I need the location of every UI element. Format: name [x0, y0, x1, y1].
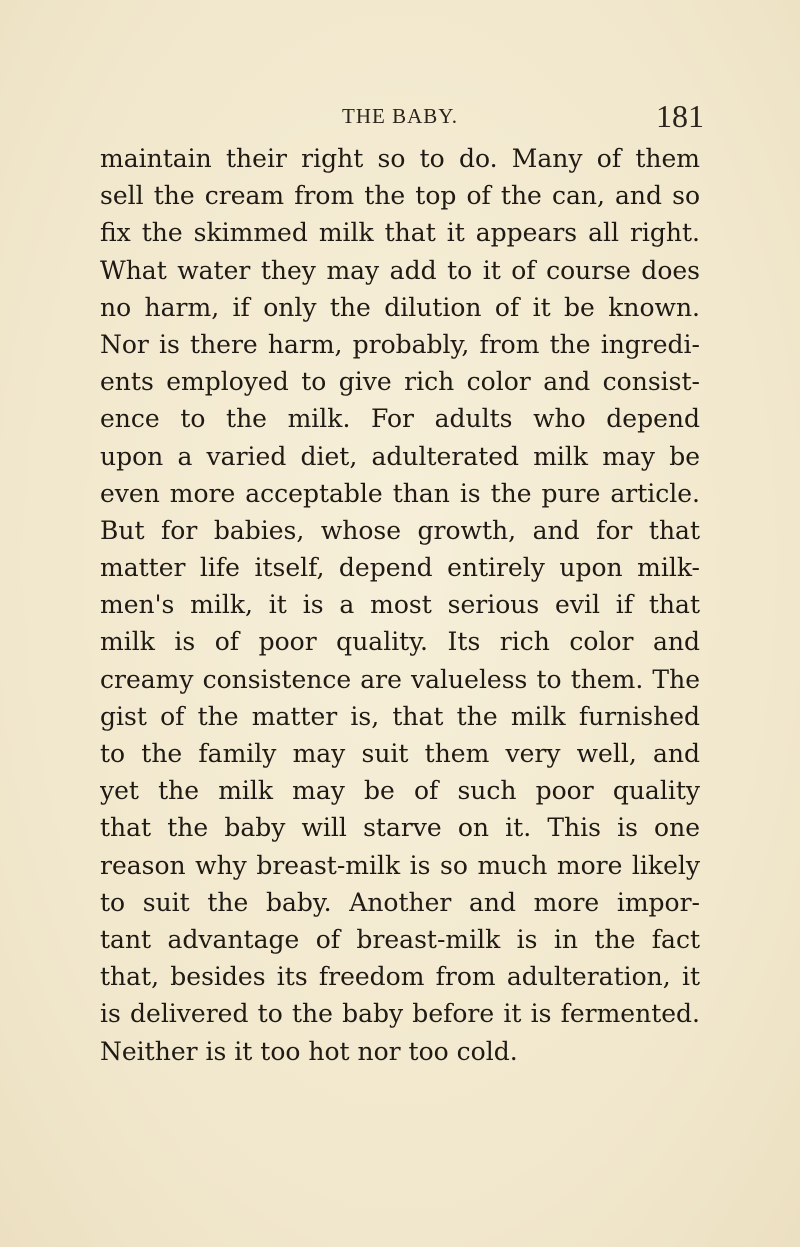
- text-line: What water they may add to it of course does: [100, 255, 700, 285]
- page-number: 181: [656, 98, 704, 134]
- text-line: tant advantage of breast-milk is in the fact: [100, 924, 700, 954]
- text-line: upon a varied diet, adulterated milk may be: [100, 441, 700, 471]
- text-line: is delivered to the baby before it is fermented.: [100, 999, 700, 1029]
- text-line: sell the cream from the top of the can, and so: [100, 181, 700, 211]
- text-line: reason why breast-milk is so much more likely: [100, 850, 700, 880]
- body-text: [100, 140, 700, 1070]
- text-line: gist of the matter is, that the milk furnished: [100, 701, 700, 731]
- text-line: Neither is it too hot nor too cold.: [100, 1036, 518, 1066]
- text-line: maintain their right so to do. Many of them: [100, 144, 700, 173]
- text-line: even more acceptable than is the pure article.: [100, 478, 700, 508]
- text-line: ence to the milk. For adults who depend: [100, 404, 700, 434]
- text-line: ents employed to give rich color and consist-: [100, 367, 700, 397]
- text-line: milk is of poor quality. Its rich color and: [100, 627, 700, 657]
- text-line: that, besides its freedom from adulteration, it: [100, 962, 700, 992]
- text-line: Nor is there harm, probably, from the ingredi-: [100, 329, 700, 359]
- text-line: that the baby will starve on it. This is one: [100, 813, 700, 843]
- text-line: men's milk, it is a most serious evil if that: [100, 590, 700, 620]
- text-line: no harm, if only the dilution of it be known.: [100, 292, 700, 322]
- text-line: creamy consistence are valueless to them. The: [100, 664, 700, 694]
- running-head: [0, 98, 800, 138]
- text-line: to the family may suit them very well, and: [100, 739, 700, 768]
- text-line: yet the milk may be of such poor quality: [100, 776, 700, 806]
- text-line: matter life itself, depend entirely upon milk-: [100, 553, 700, 583]
- text-line: fix the skimmed milk that it appears all right.: [100, 218, 700, 248]
- text-line: But for babies, whose growth, and for that: [100, 515, 700, 545]
- text-line: to suit the baby. Another and more impor-: [100, 887, 700, 917]
- running-title: THE BABY.: [342, 104, 458, 128]
